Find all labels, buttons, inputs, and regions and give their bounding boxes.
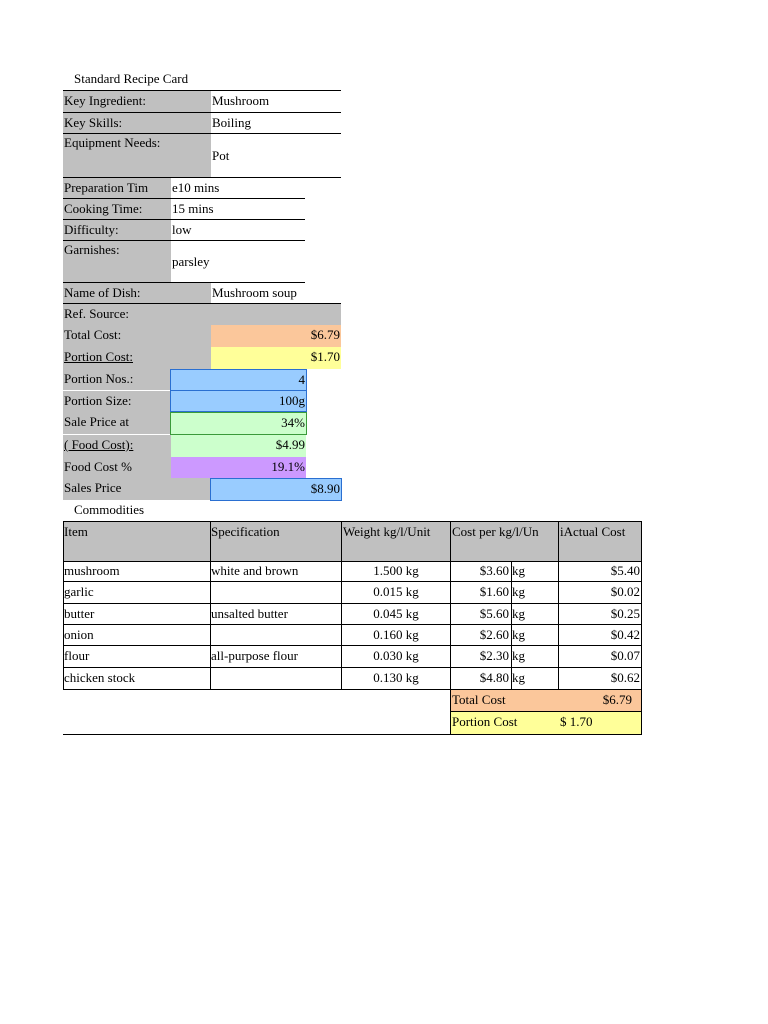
key-ingredient-value[interactable]: Mushroom [211,91,341,113]
row-actual-cost[interactable]: $5.40 [610,563,640,578]
total-cost-label: Total Cost: [63,325,211,347]
row-item[interactable]: garlic [64,584,94,599]
key-skills-value[interactable]: Boiling [211,113,341,134]
dish-name-value[interactable]: Mushroom soup [211,283,341,304]
grid-line [63,521,64,689]
row-item[interactable]: onion [64,627,94,642]
portion-nos-value[interactable]: 4 [170,369,307,391]
prep-time-label: Preparation Tim [63,178,171,199]
ref-source-label: Ref. Source: [63,304,211,325]
header-specification: Specification [211,524,280,539]
cooking-time-value[interactable]: 15 mins [171,199,305,220]
header-weight: Weight kg/l/Unit [343,524,431,539]
commodities-title: Commodities [74,502,145,517]
row-cost-per-kg[interactable]: $3.60 [479,563,509,578]
header-item: Item [64,524,88,539]
row-unit[interactable]: kg [512,584,525,599]
row-cost-per-kg[interactable]: $5.60 [479,606,509,621]
row-weight[interactable]: 0.045 kg [373,606,419,621]
commodities-total-value: $6.79 [602,692,632,707]
grid-line [63,734,642,735]
commodities-portion-value: $ 1.70 [560,714,593,729]
portion-cost-label: Portion Cost: [63,347,211,369]
equipment-label: Equipment Needs: [63,134,211,178]
row-unit[interactable]: kg [512,563,525,578]
grid-line [63,581,642,582]
grid-line [63,521,642,522]
food-cost-label: ( Food Cost): [63,435,171,457]
grid-line [511,561,512,689]
total-cost-value: $6.79 [211,325,341,347]
sale-price-at-label: Sale Price at [63,412,171,434]
row-weight[interactable]: 1.500 kg [373,563,419,578]
header-cost-per-kg: Cost per kg/l/Un [452,524,539,539]
garnishes-value[interactable]: parsley [171,241,305,283]
row-cost-per-kg[interactable]: $4.80 [479,670,509,685]
cooking-time-label: Cooking Time: [63,199,171,220]
row-cost-per-kg[interactable]: $2.60 [479,627,509,642]
sale-price-at-value[interactable]: 34% [170,412,307,435]
ref-source-value[interactable] [211,304,341,325]
row-specification[interactable]: all-purpose flour [211,648,299,663]
dish-name-label: Name of Dish: [63,283,211,304]
food-cost-pct-label: Food Cost % [63,457,171,478]
row-weight[interactable]: 0.030 kg [373,648,419,663]
grid-line [63,561,642,562]
food-cost-pct-value: 19.1% [171,457,306,478]
grid-line [63,603,642,604]
row-item[interactable]: chicken stock [64,670,136,685]
row-specification[interactable] [211,581,340,603]
row-unit[interactable]: kg [512,627,525,642]
row-specification[interactable] [211,667,340,689]
recipe-card-title: Standard Recipe Card [74,71,189,86]
sales-price-value: $8.90 [210,478,342,501]
difficulty-label: Difficulty: [63,220,171,241]
row-weight[interactable]: 0.015 kg [373,584,419,599]
sales-price-label: Sales Price [63,478,211,500]
grid-line [63,667,642,668]
header-actual-cost: iActual Cost [560,524,626,539]
row-unit[interactable]: kg [512,606,525,621]
row-specification[interactable] [211,624,340,645]
row-cost-per-kg[interactable]: $1.60 [479,584,509,599]
key-skills-label: Key Skills: [63,113,211,134]
row-item[interactable]: flour [64,648,90,663]
row-actual-cost[interactable]: $0.25 [610,606,640,621]
row-item[interactable]: mushroom [64,563,120,578]
portion-size-value[interactable]: 100g [170,390,307,412]
row-actual-cost[interactable]: $0.07 [610,648,640,663]
row-unit[interactable]: kg [512,648,525,663]
grid-line [341,521,342,689]
grid-line [210,521,211,689]
prep-time-value[interactable]: e10 mins [171,178,305,199]
row-specification[interactable]: unsalted butter [211,606,288,621]
row-actual-cost[interactable]: $0.02 [610,584,640,599]
commodities-total-label: Total Cost [452,692,506,707]
row-actual-cost[interactable]: $0.62 [610,670,640,685]
grid-line [641,521,642,734]
grid-line [558,521,559,689]
key-ingredient-label: Key Ingredient: [63,91,211,113]
equipment-value[interactable]: Pot [211,134,341,178]
grid-line [63,624,642,625]
difficulty-value[interactable]: low [171,220,305,241]
portion-cost-value: $1.70 [211,347,341,369]
grid-line [63,645,642,646]
portion-size-label: Portion Size: [63,391,171,412]
row-specification[interactable]: white and brown [211,563,299,578]
portion-nos-label: Portion Nos.: [63,369,171,390]
row-actual-cost[interactable]: $0.42 [610,627,640,642]
garnishes-label: Garnishes: [63,241,171,283]
row-weight[interactable]: 0.160 kg [373,627,419,642]
row-item[interactable]: butter [64,606,95,621]
row-weight[interactable]: 0.130 kg [373,670,419,685]
row-cost-per-kg[interactable]: $2.30 [479,648,509,663]
food-cost-value: $4.99 [171,435,306,457]
commodities-portion-label: Portion Cost [452,714,518,729]
row-unit[interactable]: kg [512,670,525,685]
